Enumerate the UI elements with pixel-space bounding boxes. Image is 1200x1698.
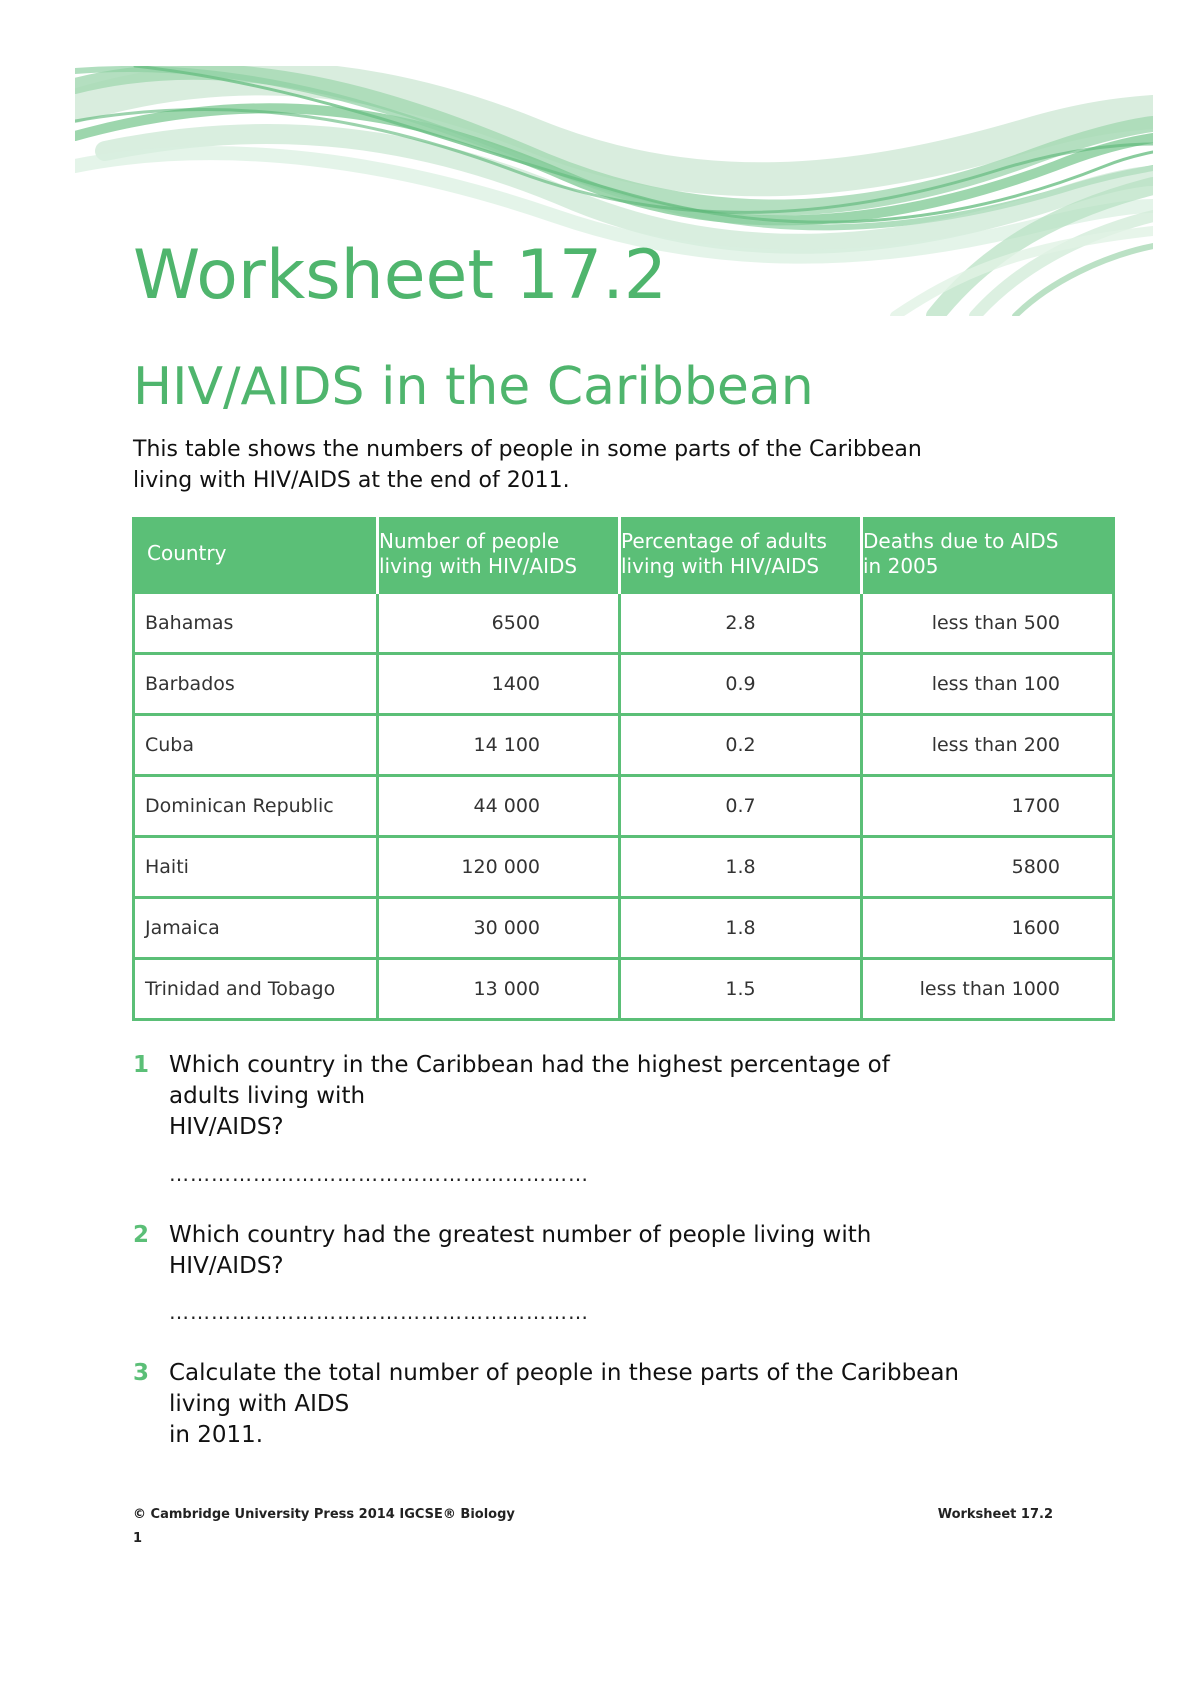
question-line: Which country in the Caribbean had the highest percentage of bbox=[169, 1052, 890, 1078]
cell-number-living: 30 000 bbox=[378, 898, 620, 959]
table-header-row bbox=[134, 519, 1114, 593]
header-percentage-adults bbox=[620, 519, 862, 593]
answer-line[interactable]: …………………………………………………… bbox=[169, 1300, 589, 1324]
table-row bbox=[134, 593, 1114, 654]
header-line: living with HIV/AIDS bbox=[379, 553, 578, 578]
question-line: HIV/AIDS? bbox=[169, 1253, 284, 1279]
cell-number-living: 44 000 bbox=[378, 776, 620, 837]
table-row bbox=[134, 776, 1114, 837]
cell-deaths: less than 1000 bbox=[862, 959, 1114, 1020]
table-row bbox=[134, 898, 1114, 959]
question-text bbox=[169, 1050, 1069, 1143]
question-number: 2 bbox=[133, 1222, 150, 1248]
table-row bbox=[134, 837, 1114, 898]
question-text bbox=[169, 1358, 1069, 1451]
cell-country: Jamaica bbox=[134, 898, 378, 959]
hiv-data-table bbox=[132, 517, 1115, 1021]
cell-percentage: 2.8 bbox=[620, 593, 862, 654]
cell-percentage: 0.9 bbox=[620, 654, 862, 715]
cell-country: Dominican Republic bbox=[134, 776, 378, 837]
cell-country: Bahamas bbox=[134, 593, 378, 654]
footer-copyright: © Cambridge University Press 2014 IGCSE® Biology bbox=[133, 1507, 515, 1522]
cell-number-living: 6500 bbox=[378, 593, 620, 654]
cell-percentage: 1.8 bbox=[620, 837, 862, 898]
question-number: 3 bbox=[133, 1360, 150, 1386]
header-line: Deaths due to AIDS bbox=[863, 528, 1059, 553]
question-line: living with AIDS bbox=[169, 1391, 350, 1417]
cell-deaths: less than 500 bbox=[862, 593, 1114, 654]
table-row bbox=[134, 959, 1114, 1020]
question-line: Which country had the greatest number of people living with bbox=[169, 1222, 872, 1248]
cell-percentage: 1.8 bbox=[620, 898, 862, 959]
question-line: HIV/AIDS? bbox=[169, 1114, 284, 1140]
header-number-living bbox=[378, 519, 620, 593]
intro-line: living with HIV/AIDS at the end of 2011. bbox=[133, 468, 570, 493]
cell-country: Cuba bbox=[134, 715, 378, 776]
worksheet-title: Worksheet 17.2 bbox=[133, 236, 668, 315]
cell-number-living: 14 100 bbox=[378, 715, 620, 776]
cell-country: Haiti bbox=[134, 837, 378, 898]
cell-deaths: 5800 bbox=[862, 837, 1114, 898]
header-line: Percentage of adults bbox=[621, 528, 827, 553]
question-line: Calculate the total number of people in these parts of the Caribbean bbox=[169, 1360, 960, 1386]
footer-page-number: 1 bbox=[133, 1531, 143, 1546]
header-line: Country bbox=[147, 541, 227, 565]
section-heading: HIV/AIDS in the Caribbean bbox=[133, 357, 814, 417]
header-line: in 2005 bbox=[863, 553, 939, 578]
cell-number-living: 120 000 bbox=[378, 837, 620, 898]
answer-line[interactable]: …………………………………………………… bbox=[169, 1162, 589, 1186]
header-line: living with HIV/AIDS bbox=[621, 553, 820, 578]
header-deaths bbox=[862, 519, 1114, 593]
cell-country: Barbados bbox=[134, 654, 378, 715]
intro-text bbox=[133, 434, 1093, 496]
question-line: adults living with bbox=[169, 1083, 366, 1109]
table-row bbox=[134, 654, 1114, 715]
intro-line: This table shows the numbers of people in some parts of the Caribbean bbox=[133, 437, 922, 462]
table-row bbox=[134, 715, 1114, 776]
header-line: Number of people bbox=[379, 528, 560, 553]
cell-country: Trinidad and Tobago bbox=[134, 959, 378, 1020]
question-number: 1 bbox=[133, 1052, 150, 1078]
cell-percentage: 0.2 bbox=[620, 715, 862, 776]
cell-deaths: less than 100 bbox=[862, 654, 1114, 715]
cell-percentage: 0.7 bbox=[620, 776, 862, 837]
cell-number-living: 1400 bbox=[378, 654, 620, 715]
header-country bbox=[134, 519, 378, 593]
cell-percentage: 1.5 bbox=[620, 959, 862, 1020]
footer-worksheet-label: Worksheet 17.2 bbox=[937, 1507, 1053, 1522]
question-line: in 2011. bbox=[169, 1422, 264, 1448]
cell-deaths: less than 200 bbox=[862, 715, 1114, 776]
cell-number-living: 13 000 bbox=[378, 959, 620, 1020]
cell-deaths: 1700 bbox=[862, 776, 1114, 837]
question-text bbox=[169, 1220, 1069, 1282]
cell-deaths: 1600 bbox=[862, 898, 1114, 959]
